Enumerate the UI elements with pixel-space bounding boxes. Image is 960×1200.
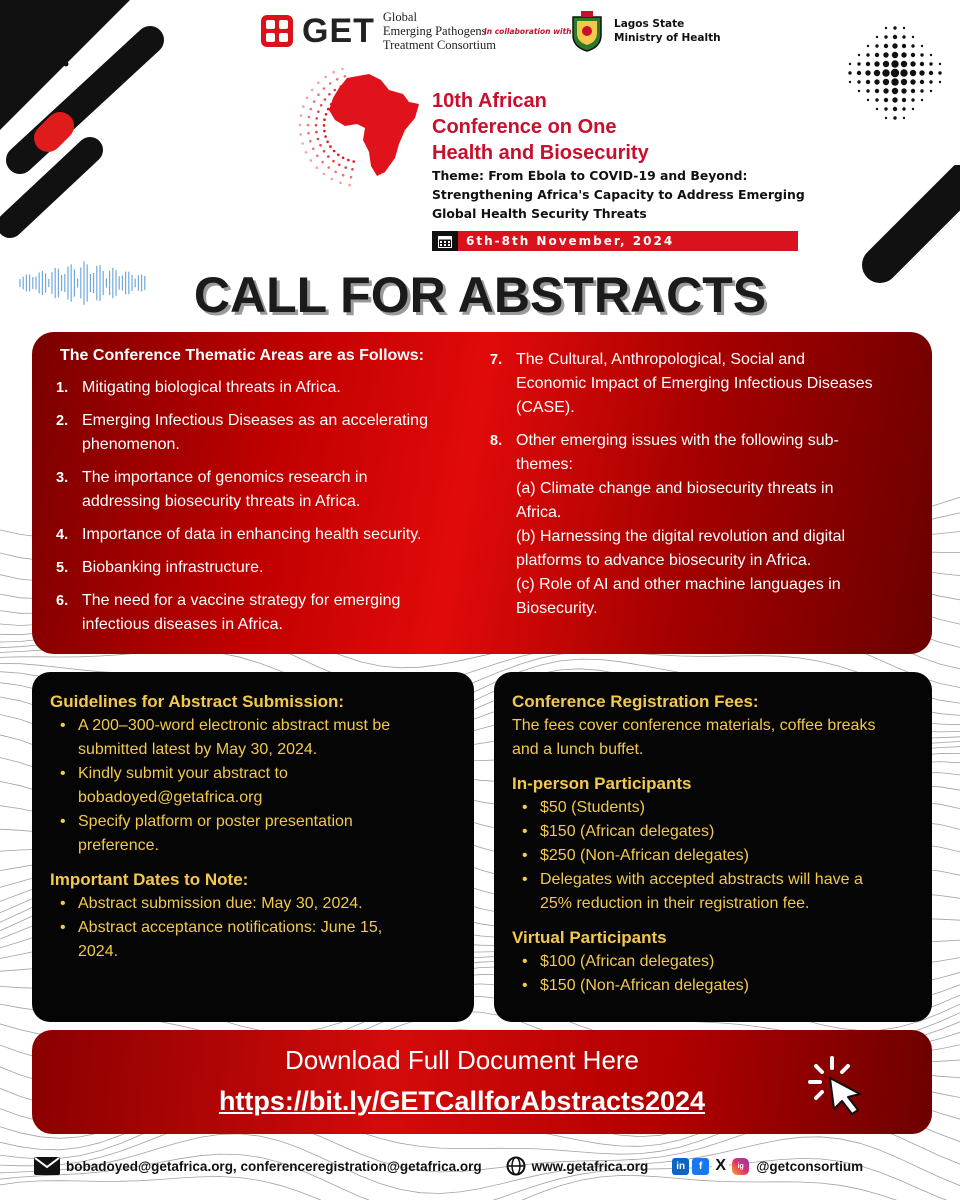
important-date-item <box>60 916 460 964</box>
partner-name-line: Lagos State <box>614 18 685 30</box>
decorative-dot <box>938 71 941 74</box>
decorative-dot <box>911 98 914 101</box>
footer-website <box>506 1156 649 1176</box>
map-ring-dot <box>342 157 345 160</box>
thematic-area-line: Importance of data in enhancing health security. <box>82 526 422 543</box>
map-ring-dot <box>308 116 311 119</box>
map-ring-dot <box>317 82 320 85</box>
collaboration-label: In collaboration with <box>484 27 572 36</box>
map-ring-dot <box>321 161 324 164</box>
footer-social <box>672 1158 863 1175</box>
thematic-area-text <box>82 466 476 514</box>
map-ring-dot <box>332 71 335 74</box>
decorative-dot <box>867 45 869 47</box>
in-person-fee-item <box>522 844 918 868</box>
thematic-areas-heading: The Conference Thematic Areas are as Follows: <box>60 347 424 364</box>
map-ring-dot <box>312 148 315 151</box>
decorative-dot <box>848 71 851 74</box>
decorative-dot <box>902 98 906 102</box>
decorative-dot <box>920 89 923 92</box>
guidelines-heading: Guidelines for Abstract Submission: <box>50 692 345 711</box>
guideline-item <box>60 714 460 762</box>
map-ring-dot <box>338 164 341 167</box>
conference-title <box>432 88 732 166</box>
fees-heading: Conference Registration Fees: <box>512 692 759 711</box>
decorative-dot <box>902 35 905 38</box>
decorative-dot <box>911 44 914 47</box>
in-person-fee-item-line: • $250 (Non-African delegates) <box>540 847 750 864</box>
map-ring-dot <box>319 144 322 147</box>
map-ring-dot <box>316 155 319 158</box>
decorative-dot <box>901 52 906 57</box>
map-ring-dot <box>324 135 327 138</box>
map-ring-dot <box>317 93 320 96</box>
map-ring-dot <box>352 160 355 163</box>
decorative-dot <box>901 88 906 93</box>
thematic-area-line: The importance of genomics research in <box>82 469 368 486</box>
map-ring-dot <box>309 140 312 143</box>
x-twitter-icon[interactable]: X <box>712 1158 729 1175</box>
map-ring-dot <box>300 114 303 117</box>
thematic-area-line: platforms to advance biosecurity in Africa. <box>516 552 812 569</box>
globe-icon <box>506 1156 526 1176</box>
get-logo-word: GET <box>302 11 375 50</box>
download-banner[interactable] <box>32 1030 932 1134</box>
decorative-dot <box>891 60 898 67</box>
map-ring-dot <box>307 132 310 135</box>
map-ring-dot <box>350 176 353 179</box>
africa-map-icon <box>285 68 435 188</box>
in-person-fee-item-line: 25% reduction in their registration fee. <box>540 895 810 912</box>
get-logo-mark-icon <box>260 14 294 48</box>
map-ring-dot <box>302 105 305 108</box>
thematic-area-number: 1. <box>56 380 69 396</box>
email-icon <box>34 1157 60 1175</box>
map-ring-dot <box>323 173 326 176</box>
decorative-dot <box>920 62 924 66</box>
thematic-area-line: phenomenon. <box>82 436 180 453</box>
decorative-dot <box>857 71 861 75</box>
footer-emails <box>34 1157 482 1175</box>
map-ring-dot <box>328 93 331 96</box>
map-ring-dot <box>305 151 308 154</box>
fees-intro-line: The fees cover conference materials, coffee breaks <box>512 717 876 734</box>
thematic-area-item <box>56 466 476 514</box>
decorative-dot <box>911 53 915 57</box>
decorative-dot <box>920 53 923 56</box>
decorative-dot <box>867 99 869 101</box>
map-ring-dot <box>315 131 318 134</box>
theme-line: Global Health Security Threats <box>432 206 647 221</box>
map-ring-dot <box>323 118 326 121</box>
map-ring-dot <box>336 78 339 81</box>
thematic-area-line: (a) Climate change and biosecurity threats in <box>516 480 834 497</box>
important-dates-list <box>50 892 460 964</box>
conference-title-line: Conference on One <box>432 116 617 138</box>
virtual-fees-list <box>512 950 918 998</box>
thematic-area-number: 3. <box>56 470 69 486</box>
dot-pattern-decoration <box>845 20 945 130</box>
map-ring-dot <box>317 110 320 113</box>
map-ring-dot <box>324 98 327 101</box>
guideline-item-line: • A 200–300-word electronic abstract must be <box>78 717 391 734</box>
decorative-dot <box>875 53 879 57</box>
map-ring-dot <box>307 124 310 127</box>
map-ring-dot <box>347 159 350 162</box>
map-ring-dot <box>320 104 323 107</box>
linkedin-icon[interactable]: in <box>672 1158 689 1175</box>
important-dates-heading: Important Dates to Note: <box>50 870 249 889</box>
important-date-item-line: 2024. <box>78 943 119 960</box>
thematic-area-item <box>56 523 476 547</box>
map-ring-dot <box>337 154 340 157</box>
important-date-item <box>60 892 460 916</box>
decorative-dot <box>939 63 941 65</box>
decorative-dot <box>929 80 932 83</box>
thematic-area-line: Biosecurity. <box>516 600 598 617</box>
thematic-area-line: Biobanking infrastructure. <box>82 559 264 576</box>
decorative-dot <box>902 44 906 48</box>
map-ring-dot <box>332 160 335 163</box>
in-person-fee-item <box>522 868 918 916</box>
map-ring-dot <box>344 166 347 169</box>
decorative-dot <box>865 70 870 75</box>
map-ring-dot <box>316 166 319 169</box>
decorative-dot <box>893 26 896 29</box>
decorative-dot <box>858 90 860 92</box>
decorative-dot <box>858 54 860 56</box>
decorative-dot <box>857 80 860 83</box>
map-ring-dot <box>323 130 326 133</box>
decorative-dot <box>892 97 897 102</box>
thematic-area-text <box>82 589 476 637</box>
decorative-dot <box>910 61 915 66</box>
decorative-dot <box>929 62 932 65</box>
thematic-area-text <box>516 429 910 621</box>
cursor-click-icon <box>808 1054 872 1116</box>
thematic-area-item <box>56 556 476 580</box>
thematic-list-right <box>490 348 910 630</box>
decorative-dot <box>919 70 924 75</box>
facebook-icon[interactable]: f <box>692 1158 709 1175</box>
decorative-dot <box>893 35 897 39</box>
get-name-line: Emerging Pathogens <box>382 24 487 38</box>
decorative-dot <box>912 36 914 38</box>
decorative-dot <box>891 69 899 77</box>
decorative-dot <box>875 89 879 93</box>
theme-line: Strengthening Africa's Capacity to Address Emerging <box>432 187 805 202</box>
in-person-heading: In-person Participants <box>512 774 692 793</box>
thematic-area-item <box>56 409 476 457</box>
decorative-dot <box>903 27 905 29</box>
get-logo <box>260 10 496 52</box>
contact-footer <box>34 1152 934 1180</box>
footer-website-text[interactable]: www.getafrica.org <box>531 1158 649 1174</box>
footer-social-handle[interactable]: @getconsortium <box>756 1158 864 1174</box>
decorative-dot <box>849 81 851 83</box>
decorative-dot <box>882 69 889 76</box>
partner-name <box>614 17 721 45</box>
decorative-dot <box>866 80 870 84</box>
decorative-dot <box>893 116 896 119</box>
decorative-dot <box>892 43 897 48</box>
decorative-dot <box>874 70 880 76</box>
decorative-dot <box>930 90 932 92</box>
fees-intro <box>512 714 918 762</box>
thematic-area-number: 7. <box>490 352 503 368</box>
guidelines-box <box>32 672 474 1022</box>
map-ring-dot <box>327 166 330 169</box>
decorative-dot <box>911 89 915 93</box>
decorative-dot <box>884 107 887 110</box>
decorative-dot <box>920 80 924 84</box>
thematic-area-text <box>82 376 476 400</box>
in-person-fee-item-line: • $50 (Students) <box>540 799 645 816</box>
thematic-area-text <box>82 523 476 547</box>
conference-dates: 6th-8th November, 2024 <box>466 234 675 248</box>
map-ring-dot <box>310 108 313 111</box>
thematic-area-line: The Cultural, Anthropological, Social and <box>516 351 806 368</box>
virtual-fee-item <box>522 974 918 998</box>
thematic-area-item <box>490 348 910 420</box>
decorative-dot <box>884 44 888 48</box>
guideline-item-line: preference. <box>78 837 159 854</box>
decorative-dot <box>876 108 878 110</box>
guideline-item-line: bobadoyed@getafrica.org <box>78 789 263 806</box>
map-ring-dot <box>324 76 327 79</box>
map-ring-dot <box>341 68 344 70</box>
decorative-dot <box>902 107 905 110</box>
guideline-item <box>60 762 460 810</box>
in-person-fee-item <box>522 820 918 844</box>
thematic-areas-panel <box>32 332 932 654</box>
in-person-fee-item-line: • Delegates with accepted abstracts will have a <box>540 871 863 888</box>
decorative-dot <box>883 52 888 57</box>
call-for-abstracts-title: CALL FOR ABSTRACTS <box>193 267 767 323</box>
thematic-area-item <box>490 429 910 621</box>
map-ring-dot <box>299 124 302 127</box>
thematic-area-item <box>56 376 476 400</box>
decorative-dot <box>930 54 932 56</box>
decorative-dot <box>929 71 933 75</box>
decorative-dot <box>866 89 869 92</box>
conference-title-line: Health and Biosecurity <box>432 142 649 164</box>
virtual-fee-item-line: • $100 (African delegates) <box>540 953 715 970</box>
map-ring-dot <box>301 142 304 145</box>
thematic-area-line: (CASE). <box>516 399 575 416</box>
decorative-dot <box>883 88 888 93</box>
conference-theme <box>432 166 812 223</box>
virtual-fee-item <box>522 950 918 974</box>
thematic-area-line: Africa. <box>516 504 562 521</box>
map-ring-dot <box>334 171 337 174</box>
registration-fees-box <box>494 672 932 1022</box>
decorative-dot <box>849 63 851 65</box>
decorative-dot <box>875 44 878 47</box>
map-ring-dot <box>311 89 314 92</box>
download-link[interactable]: https://bit.ly/GETCallforAbstracts2024 <box>218 1086 706 1116</box>
thematic-area-text <box>82 409 476 457</box>
decorative-dot <box>866 53 869 56</box>
decorative-dot <box>893 107 897 111</box>
decorative-dot <box>910 70 916 76</box>
thematic-area-number: 6. <box>56 593 69 609</box>
map-ring-dot <box>306 97 309 100</box>
important-date-item-line: • Abstract acceptance notifications: June 15, <box>78 919 383 936</box>
in-person-fees-list <box>512 796 918 916</box>
guideline-item-line: • Specify platform or poster presentation <box>78 813 353 830</box>
thematic-area-item <box>56 589 476 637</box>
in-person-fee-item <box>522 796 918 820</box>
get-full-name <box>383 10 496 52</box>
map-ring-dot <box>323 150 326 153</box>
thematic-area-number: 5. <box>56 560 69 576</box>
map-ring-dot <box>342 174 345 177</box>
decorative-dot <box>901 61 907 67</box>
thematic-area-line: Emerging Infectious Diseases as an accelerating <box>82 412 428 429</box>
map-ring-dot <box>317 138 320 141</box>
virtual-heading: Virtual Participants <box>512 928 667 947</box>
map-ring-dot <box>329 82 332 85</box>
thematic-area-text <box>516 348 910 420</box>
map-ring-dot <box>348 184 351 187</box>
important-date-item-line: • Abstract submission due: May 30, 2024. <box>78 895 363 912</box>
decorative-dot <box>857 62 860 65</box>
in-person-fee-item-line: • $150 (African delegates) <box>540 823 715 840</box>
thematic-area-number: 2. <box>56 413 69 429</box>
thematic-area-line: infectious diseases in Africa. <box>82 616 283 633</box>
thematic-area-line: Mitigating biological threats in Africa. <box>82 379 341 396</box>
thematic-area-line: Other emerging issues with the following sub- <box>516 432 839 449</box>
thematic-area-number: 8. <box>490 433 503 449</box>
decorative-dot <box>874 61 879 66</box>
guideline-item <box>60 810 460 858</box>
decorative-dot <box>910 79 915 84</box>
guideline-item-line: • Kindly submit your abstract to <box>78 765 288 782</box>
decorative-dot <box>874 79 879 84</box>
map-ring-dot <box>323 124 326 127</box>
guidelines-list <box>50 714 460 858</box>
thematic-area-line: The need for a vaccine strategy for emerging <box>82 592 401 609</box>
decorative-dot <box>900 69 907 76</box>
decorative-dot <box>892 52 898 58</box>
decorative-dot <box>912 108 914 110</box>
map-ring-dot <box>344 75 347 78</box>
map-ring-dot <box>333 150 336 153</box>
decorative-dot <box>921 99 923 101</box>
thematic-list-left <box>56 376 476 646</box>
map-ring-dot <box>315 124 318 127</box>
map-ring-dot <box>339 181 342 184</box>
map-ring-dot <box>326 141 329 144</box>
decorative-dot <box>866 62 870 66</box>
conference-date-bar <box>432 231 798 251</box>
conference-title-line: 10th African <box>432 90 547 112</box>
map-ring-dot <box>329 145 332 148</box>
decorative-dot <box>921 45 923 47</box>
thematic-area-line: addressing biosecurity threats in Africa. <box>82 493 361 510</box>
calendar-icon <box>432 231 458 251</box>
decorative-dot <box>885 117 887 119</box>
decorative-dot <box>884 35 887 38</box>
thematic-area-line: (c) Role of AI and other machine languages in <box>516 576 841 593</box>
map-ring-dot <box>334 89 337 92</box>
map-ring-dot <box>327 155 330 158</box>
get-name-line: Global <box>382 10 417 24</box>
map-ring-dot <box>323 87 326 90</box>
thematic-area-text <box>82 556 476 580</box>
lagos-state-crest-icon <box>567 9 607 53</box>
map-ring-dot <box>310 159 313 162</box>
map-ring-dot <box>315 117 318 120</box>
thematic-area-line: themes: <box>516 456 573 473</box>
footer-email-text[interactable]: bobadoyed@getafrica.org, conferenceregistration@getafrica.org <box>66 1158 482 1174</box>
thematic-area-line: Economic Impact of Emerging Infectious Diseases <box>516 375 873 392</box>
thematic-area-line: (b) Harnessing the digital revolution and digital <box>516 528 846 545</box>
map-ring-dot <box>331 178 334 181</box>
map-ring-dot <box>325 113 328 116</box>
decorative-dot <box>885 27 887 29</box>
instagram-icon[interactable]: ig <box>732 1158 749 1175</box>
corner-stripes-decoration <box>0 0 190 250</box>
decorative-dot <box>903 117 905 119</box>
fees-intro-line: and a lunch buffet. <box>512 741 644 758</box>
decorative-dot <box>883 79 889 85</box>
decorative-dot <box>891 78 898 85</box>
thematic-area-number: 4. <box>56 527 69 543</box>
guideline-item-line: submitted latest by May 30, 2024. <box>78 741 318 758</box>
map-ring-dot <box>313 100 316 103</box>
virtual-fee-item-line: • $150 (Non-African delegates) <box>540 977 750 994</box>
decorative-dot <box>901 79 907 85</box>
map-ring-dot <box>299 133 302 136</box>
partner-name-line: Ministry of Health <box>614 32 721 44</box>
get-name-line: Treatment Consortium <box>382 38 496 52</box>
decorative-dot <box>939 81 941 83</box>
decorative-dot <box>892 88 898 94</box>
decorative-dot <box>883 61 889 67</box>
download-title: Download Full Document Here <box>284 1045 640 1075</box>
decorative-dot <box>876 36 878 38</box>
theme-line: Theme: From Ebola to COVID-19 and Beyond: <box>432 168 748 183</box>
decorative-dot <box>875 98 878 101</box>
map-ring-dot <box>351 168 354 171</box>
decorative-dot <box>884 98 888 102</box>
